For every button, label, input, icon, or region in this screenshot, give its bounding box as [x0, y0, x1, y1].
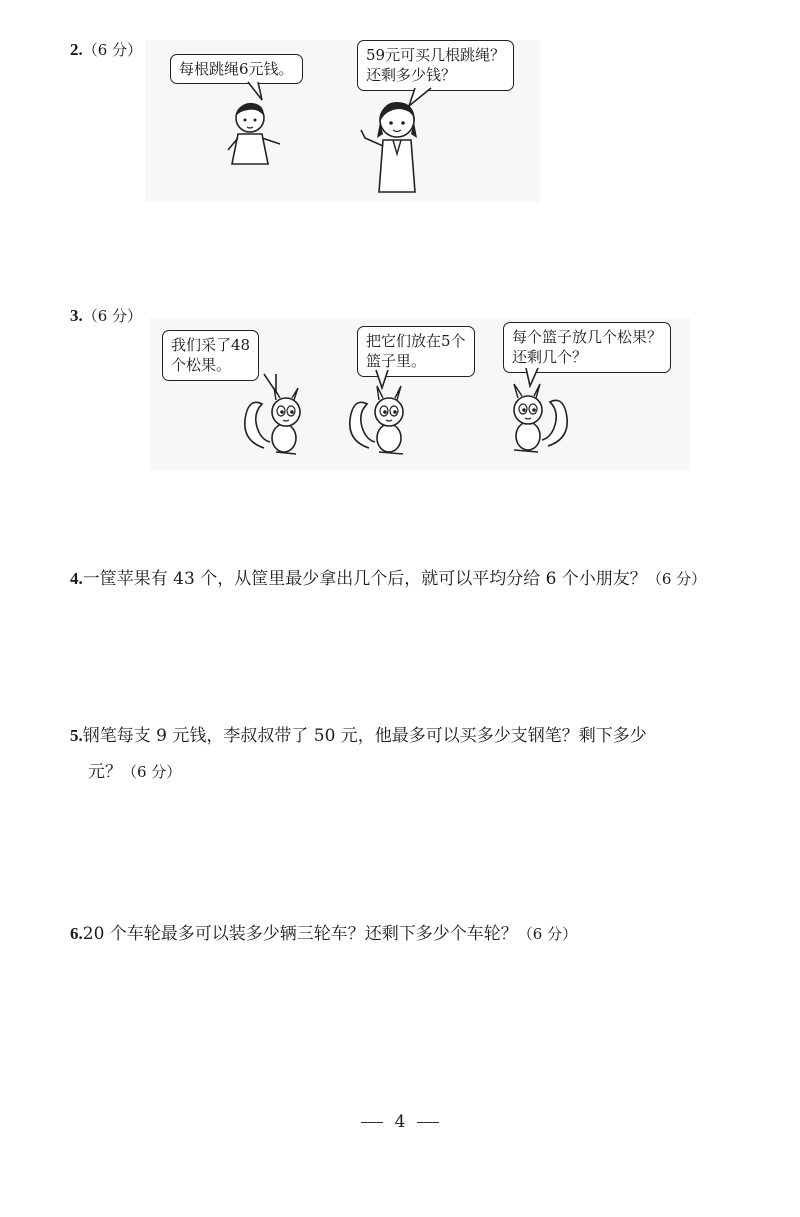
question-text: 元？	[88, 762, 122, 783]
question-5	[70, 720, 780, 789]
question-points: （6 分）	[82, 307, 143, 325]
question-text: 一筐苹果有 43 个，从筐里最少拿出几个后，就可以平均分给 6 个小朋友？	[82, 569, 647, 589]
squirrel-icon	[345, 382, 417, 456]
squirrel-icon	[500, 380, 572, 454]
girl-figure-icon	[355, 96, 435, 196]
question-number: 6.	[70, 924, 83, 943]
question-points: （6 分）	[82, 41, 143, 59]
footer-dash	[361, 1122, 383, 1123]
squirrel-icon	[240, 384, 312, 456]
question-number: 3.	[70, 306, 83, 325]
question-line-2	[70, 756, 780, 788]
page-footer	[0, 1112, 800, 1132]
question-points: （6 分）	[517, 925, 578, 943]
girl-figure-icon	[218, 98, 288, 176]
question-2-header	[70, 34, 142, 66]
page-number: 4	[394, 1112, 406, 1132]
question-number: 5.	[70, 726, 83, 745]
question-number: 4.	[70, 569, 83, 588]
question-line-1	[70, 720, 780, 752]
question-text: 钢笔每支 9 元钱，李叔叔带了 50 元，他最多可以买多少支钢笔？剩下多少	[82, 726, 647, 746]
question-points: （6 分）	[646, 570, 707, 588]
speech-bubble: 每个篮子放几个松果？ 还剩几个？	[503, 322, 671, 373]
speech-bubble: 把它们放在5个 篮子里。	[357, 326, 475, 377]
speech-bubble: 每根跳绳6元钱。	[170, 54, 303, 84]
question-3-header	[70, 300, 142, 332]
question-points: （6 分）	[122, 763, 182, 782]
question-4	[70, 563, 770, 595]
question-number: 2.	[70, 40, 83, 59]
speech-bubble: 我们采了48 个松果。	[162, 330, 259, 381]
question-text: 20 个车轮最多可以装多少辆三轮车？还剩下多少个车轮？	[82, 924, 518, 944]
speech-bubble: 59元可买几根跳绳？ 还剩多少钱？	[357, 40, 514, 91]
question-6	[70, 918, 770, 950]
footer-dash	[417, 1122, 439, 1123]
